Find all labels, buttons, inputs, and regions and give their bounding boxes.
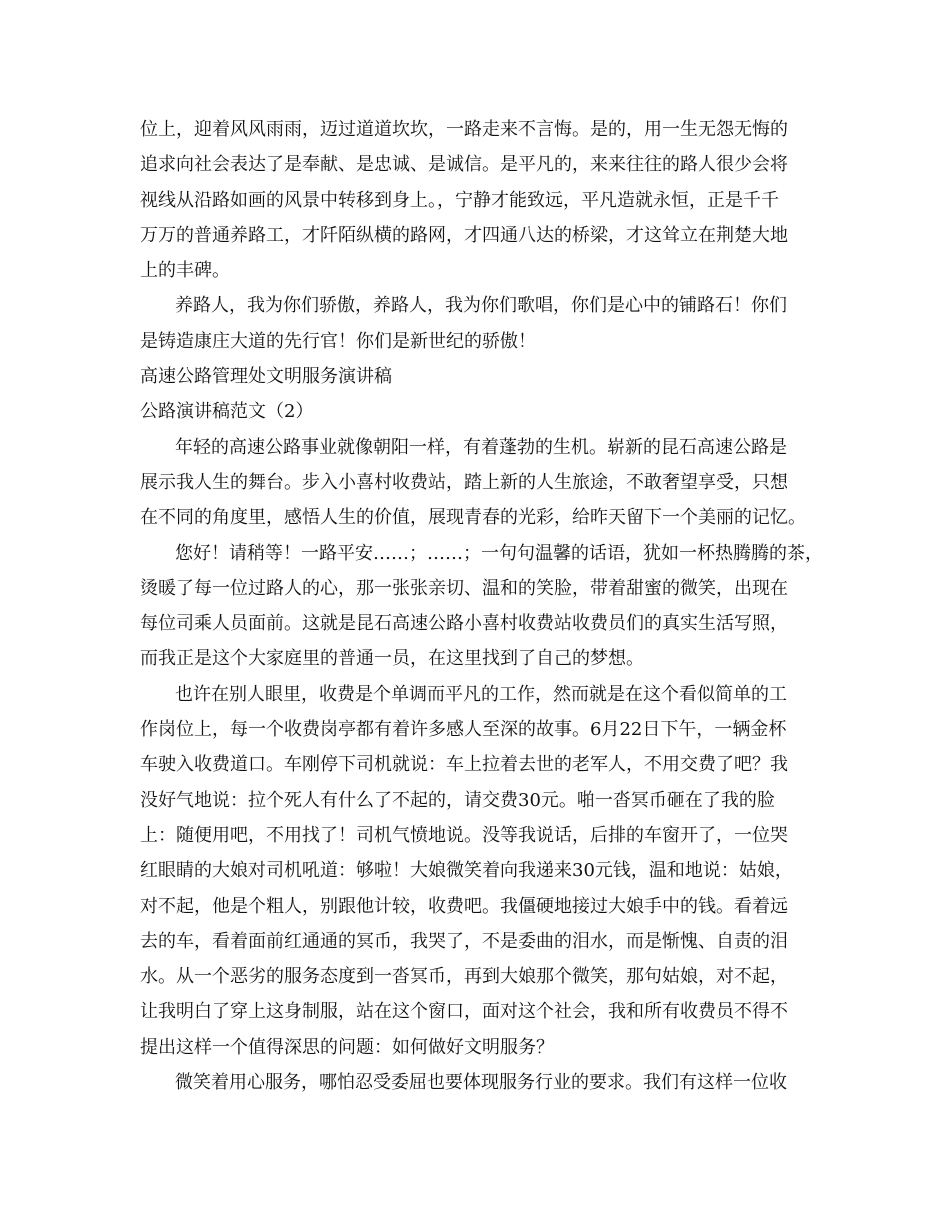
text-line: 公路演讲稿范文（2）	[140, 401, 314, 423]
text-line: 上：随便用吧，不用找了！司机气愤地说。没等我说话，后排的车窗开了，一位哭	[140, 824, 788, 846]
text-line: 车驶入收费道口。车刚停下司机就说：车上拉着去世的老军人，不用交费了吧？我	[140, 754, 788, 776]
text-line: 没好气地说：拉个死人有什么了不起的，请交费30元。啪一沓冥币砸在了我的脸	[140, 789, 775, 811]
text-line: 高速公路管理处文明服务演讲稿	[140, 366, 392, 388]
text-line: 视线从沿路如画的风景中转移到身上。，宁静才能致远，平凡造就永恒，正是千千	[140, 189, 779, 211]
paragraph-first-line: 您好！请稍等！一路平安……；……；一句句温馨的话语，犹如一杯热腾腾的茶，	[175, 542, 823, 564]
text-line: 烫暖了每一位过路人的心，那一张张亲切、温和的笑脸，带着甜蜜的微笑，出现在	[140, 577, 788, 599]
text-line: 是铸造康庄大道的先行官！你们是新世纪的骄傲！	[140, 330, 536, 352]
text-line: 上的丰碑。	[140, 260, 230, 282]
paragraph-first-line: 养路人，我为你们骄傲，养路人，我为你们歌唱，你们是心中的铺路石！你们	[175, 295, 787, 317]
paragraph-first-line: 年轻的高速公路事业就像朝阳一样，有着蓬勃的生机。崭新的昆石高速公路是	[175, 436, 787, 458]
text-line: 让我明白了穿上这身制服，站在这个窗口，面对这个社会，我和所有收费员不得不	[140, 1001, 788, 1023]
text-line: 对不起，他是个粗人，别跟他计较，收费吧。我僵硬地接过大娘手中的钱。看着远	[140, 895, 788, 917]
text-line: 红眼睛的大娘对司机吼道：够啦！大娘微笑着向我递来30元钱，温和地说：姑娘，	[140, 860, 793, 882]
text-line: 万万的普通养路工，才阡陌纵横的路网，才四通八达的桥梁，才这耸立在荆楚大地	[140, 224, 788, 246]
text-line: 去的车，看着面前红通通的冥币，我哭了，不是委曲的泪水，而是惭愧、自责的泪	[140, 930, 788, 952]
text-line: 展示我人生的舞台。步入小喜村收费站，踏上新的人生旅途，不敢奢望享受，只想	[140, 471, 788, 493]
text-line: 追求向社会表达了是奉献、是忠诚、是诚信。是平凡的，来来往往的路人很少会将	[140, 154, 788, 176]
paragraph-first-line: 也许在别人眼里，收费是个单调而平凡的工作，然而就是在这个看似简单的工	[175, 683, 787, 705]
text-line: 在不同的角度里，感悟人生的价值，展现青春的光彩，给昨天留下一个美丽的记忆。	[140, 507, 806, 529]
text-line: 每位司乘人员面前。这就是昆石高速公路小喜村收费站收费员们的真实生活写照，	[140, 613, 788, 635]
text-line: 位上，迎着风风雨雨，迈过道道坎坎，一路走来不言悔。是的，用一生无怨无悔的	[140, 119, 788, 140]
text-line: 而我正是这个大家庭里的普通一员，在这里找到了自己的梦想。	[140, 648, 644, 670]
text-line: 作岗位上，每一个收费岗亭都有着许多感人至深的故事。6月22日下午，一辆金杯	[140, 719, 787, 741]
text-line: 水。从一个恶劣的服务态度到一沓冥币，再到大娘那个微笑，那句姑娘，对不起，	[140, 966, 788, 988]
document-body	[140, 112, 823, 1100]
text-line: 提出这样一个值得深思的问题：如何做好文明服务？	[140, 1036, 554, 1058]
paragraph-first-line: 微笑着用心服务，哪怕忍受委屈也要体现服务行业的要求。我们有这样一位收	[175, 1072, 787, 1094]
